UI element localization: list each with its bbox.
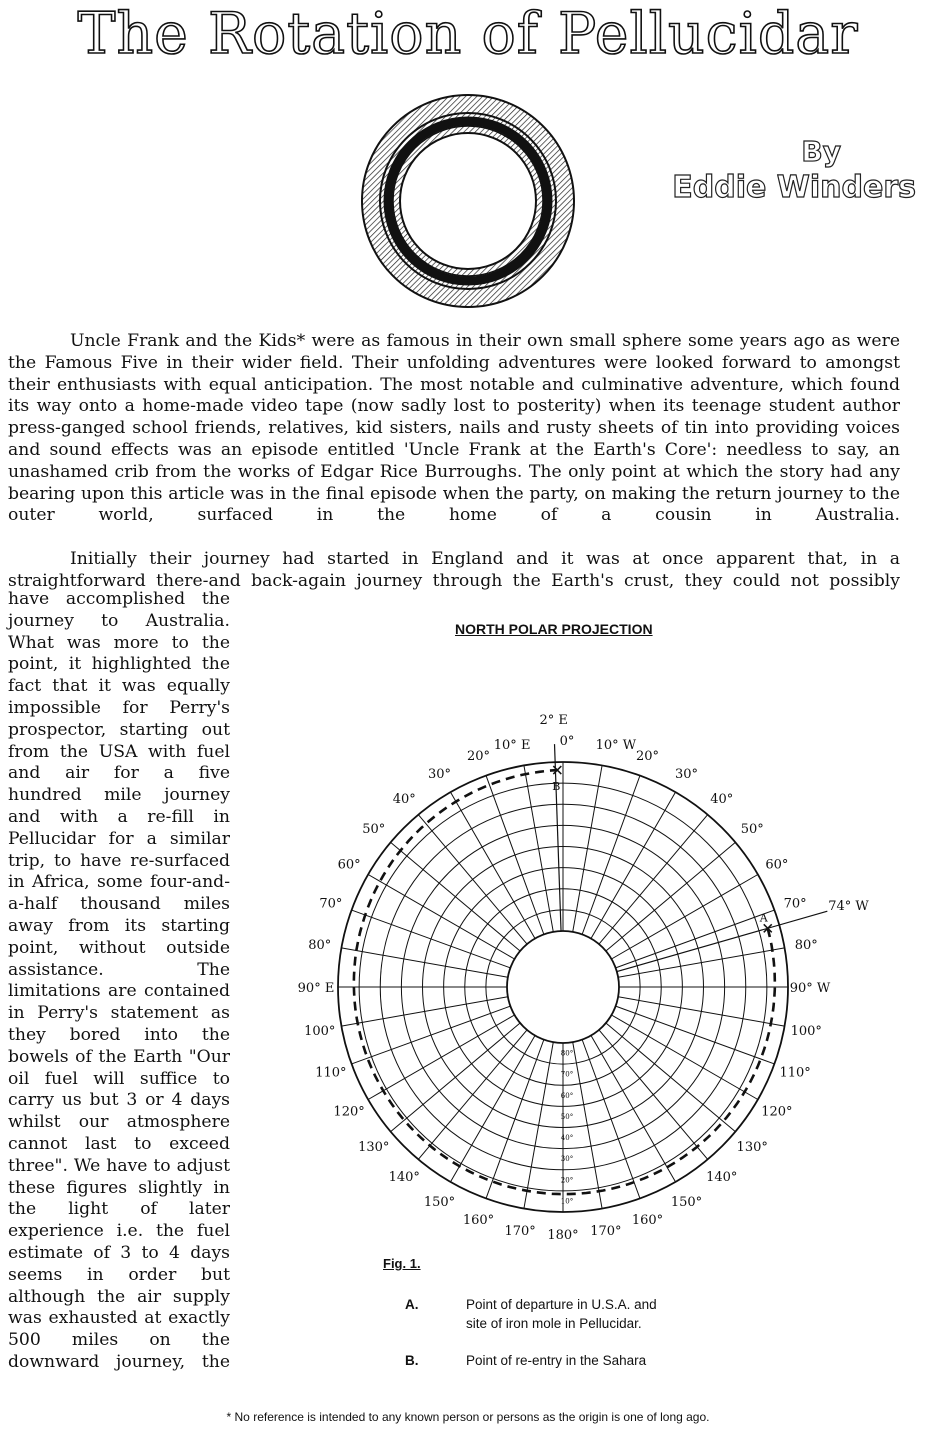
longitude-label: 120° [333,1104,365,1120]
longitude-label: 0° [559,734,575,749]
latitude-ring [507,931,619,1043]
longitude-label: 100° [790,1023,822,1039]
longitude-label: 2° E [539,713,568,729]
meridian-line [368,875,514,960]
longitude-label: 140° [706,1170,738,1186]
longitude-label: 40° [392,791,416,807]
latitude-label: 20° [560,1176,574,1185]
journey-path [354,770,775,1194]
footnote: * No reference is intended to any known person or persons as the origin is one of long ago. [226,1410,710,1424]
latitude-label: 60° [560,1091,574,1100]
figure-label: Fig. 1. [383,1256,421,1271]
meridian-line [618,997,784,1026]
longitude-label: 70° [783,896,807,912]
longitude-label: 130° [736,1139,768,1155]
meridian-line [352,910,511,968]
key-a-letter: A. [405,1297,419,1312]
paragraph-2: Initially their journey had started in England and it was at once apparent that, in a straightforward there-and back-again journey through the Earth's crust, they could not possibly [8,549,900,591]
meridian-line [368,1015,514,1100]
meridian-line [616,910,775,968]
paragraph-1: Uncle Frank and the Kids* were as famous in their own small sphere some years ago as were the Famous Five in their wider field. Their unfolding adventures were looked forward to amongst their enthusiasts with equal anticipation. The most notable and culminative adventure, which found its way onto a home-made video tape (now sadly lost to posterity) when its teenage student author press-ganged school friends, relatives, kid sisters, nails and rusty sheets of tin into providing voices and sound effects was an episode entitled 'Uncle Frank at the Earth's Core': needless to say, an unashamed crib from the works of Edgar Rice Burroughs. The only point at which the story had any bearing upon this article was in the final episode when the party, on making the return journey to the outer world, surfaced in the home of a cousin in Australia. [8,331,900,526]
key-a-line2: site of iron mole in Pellucidar. [466,1316,642,1331]
longitude-label: 40° [710,791,734,807]
longitude-label: 30° [427,767,452,783]
meridian-line [573,1042,602,1208]
meridian-line [451,792,536,938]
longitude-label: 180° [547,1228,579,1243]
key-a-line1: Point of departure in U.S.A. and [466,1297,657,1312]
meridian-line [341,948,507,977]
latitude-label: 40° [560,1134,574,1143]
longitude-label: 170° [590,1224,622,1240]
article-title: The Rotation of Pellucidar [77,1,859,67]
meridian-line [524,765,553,931]
longitude-label: 100° [304,1023,336,1039]
longitude-label: 160° [631,1213,664,1229]
latitude-ring [486,910,640,1064]
longitude-label: 110° [779,1065,811,1081]
meridian-line [616,1006,775,1064]
north-polar-projection-chart [255,660,895,1260]
longitude-label: 70° [319,896,343,912]
point-a-label: A [759,911,768,925]
longitude-label: 50° [362,822,386,838]
meridian-line [573,765,602,931]
latitude-label: 50° [560,1112,574,1121]
longitude-label: 150° [670,1194,703,1210]
figure-title: NORTH POLAR PROJECTION [455,621,653,637]
byline-by: By [801,135,841,168]
longitude-label: 90° W [789,981,831,996]
meridian-line [524,1042,553,1208]
longitude-label: 60° [765,857,789,873]
pellucidar-ring-logo [343,94,593,308]
meridian-line [352,1006,511,1064]
longitude-label: 130° [358,1139,390,1155]
key-b-letter: B. [405,1353,419,1368]
longitude-label: 140° [388,1170,420,1186]
longitude-label: 170° [504,1224,536,1240]
longitude-label: 74° W [828,899,869,915]
longitude-label: 20° [466,748,491,764]
meridian-line [486,1040,544,1199]
longitude-label: 20° [635,748,660,764]
meridian-line [611,1015,757,1100]
meridian-line [582,1040,640,1199]
key-b-line1: Point of re-entry in the Sahara [466,1353,647,1368]
point-b-label: B [552,780,561,794]
byline-author: Eddie Winders [672,170,916,205]
longitude-label: 160° [462,1213,495,1229]
latitude-label: 30° [560,1155,574,1164]
meridian-line [341,997,507,1026]
meridian-line [451,1035,536,1181]
longitude-label: 30° [674,767,699,783]
meridian-line [611,875,757,960]
longitude-label: 50° [740,822,764,838]
longitude-label: 120° [761,1104,793,1120]
longitude-label: 110° [315,1065,347,1081]
longitude-label: 90° E [297,981,335,996]
column-text: have accomplished the journey to Australia. What was more to the point, it highlighted the fact that it was equally impossible for Perry's prospector, starting out from the USA with fuel and air for a five hundred mile journey and with a re-fill in Pellucidar for a similar trip, to have re-surfaced in Africa, some four-and-a-half thousand miles away from its starting point, without outside assistance. The limitations are contained in Perry's statement as they bored into the bowels of the Earth "Our oil fuel will suffice to carry us but 3 or 4 days whilst our atmosphere cannot last to exceed three". We have to adjust these figures slightly in the light of later experience i.e. the fuel estimate of 3 to 4 days seems in order but although the air supply was exhausted at exactly 500 miles on the downward journey, the [8,589,230,1372]
meridian-line [582,776,640,935]
longitude-label: 10° E [493,737,531,753]
latitude-label: 10° [560,1197,574,1206]
longitude-label: 80° [794,938,818,954]
longitude-label: 60° [337,857,361,873]
meridian-line [591,1035,676,1181]
meridian-line [618,948,784,977]
longitude-label: 80° [308,938,332,954]
latitude-label: 70° [560,1070,574,1079]
meridian-line [591,792,676,938]
longitude-label: 150° [423,1194,456,1210]
longitude-label: 10° W [595,737,637,753]
latitude-label: 80° [560,1049,574,1058]
meridian-line [486,776,544,935]
